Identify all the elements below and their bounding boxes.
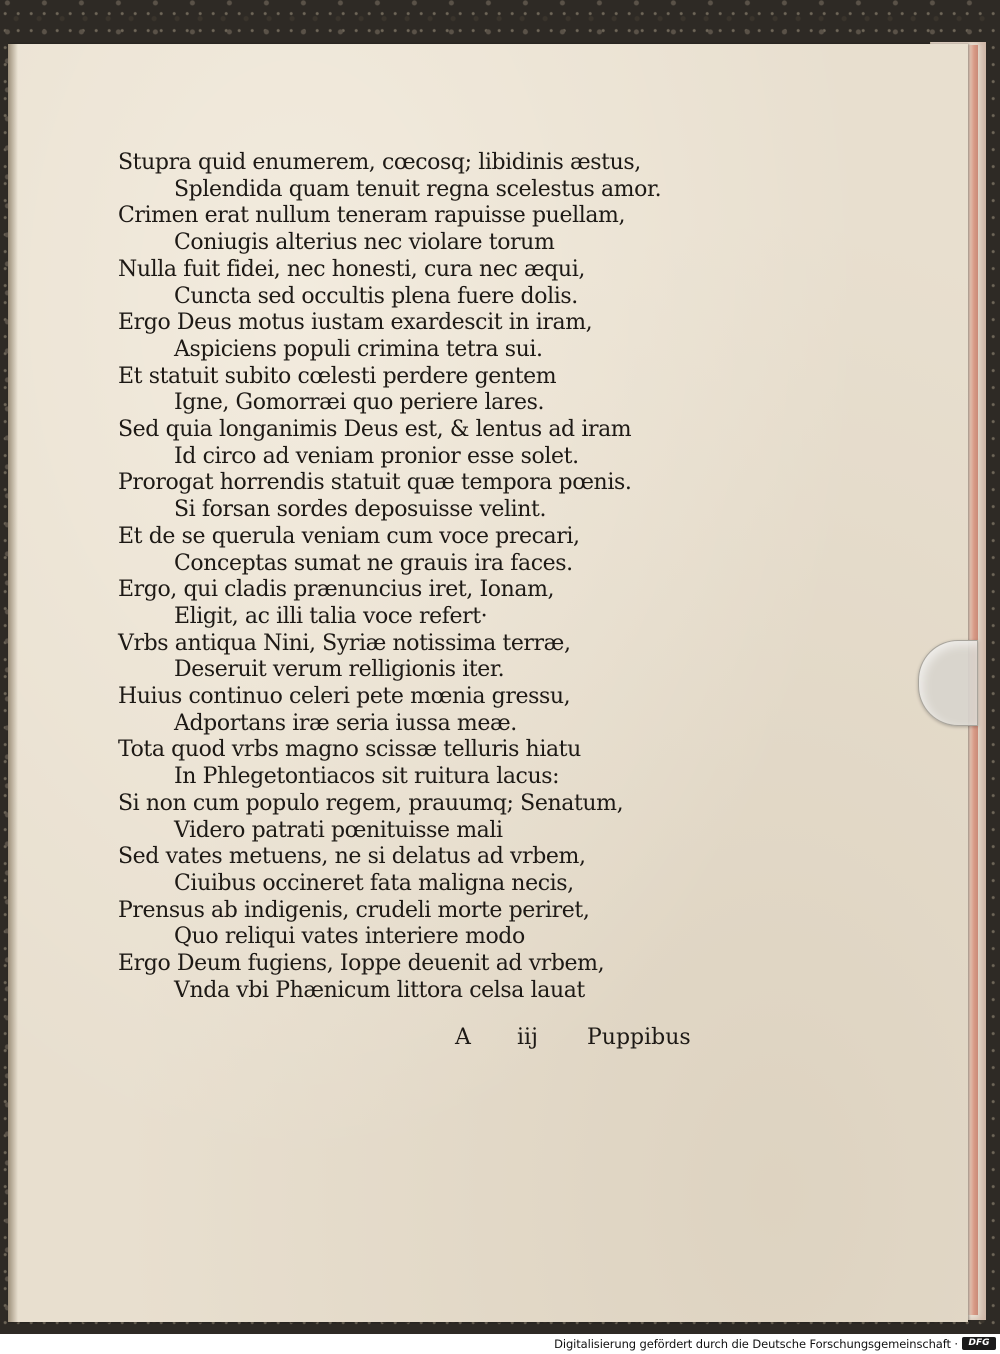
text-line: Prorogat horrendis statuit quæ tempora pœnis. (118, 470, 632, 496)
text-line: Quo reliqui vates interiere modo (174, 924, 525, 950)
text-line: Conceptas sumat ne grauis ira faces. (174, 550, 573, 576)
text-line: Sed quia longanimis Deus est, & lentus ad iram (118, 417, 632, 443)
folio-number: iij (517, 1025, 538, 1050)
text-line: In Phlegetontiacos sit ruitura lacus: (174, 764, 560, 790)
text-line: Tota quod vrbs magno scissæ telluris hiatu (118, 737, 581, 763)
text-line: Crimen erat nullum teneram rapuisse puellam, (118, 203, 626, 229)
funding-credit: Digitalisierung gefördert durch die Deutsche Forschungsgemeinschaft · (554, 1337, 958, 1351)
text-line: Adportans iræ seria iussa meæ. (174, 710, 517, 736)
text-line: Coniugis alterius nec violare torum (174, 230, 555, 256)
text-line: Stupra quid enumerem, cœcosq; libidinis æstus, (118, 150, 641, 175)
text-line: Aspiciens populi crimina tetra sui. (174, 336, 543, 362)
text-line: Et de se querula veniam cum voce precari, (118, 523, 580, 549)
text-line: Ergo Deum fugiens, Ioppe deuenit ad vrbem, (118, 951, 605, 977)
text-line: Si non cum populo regem, prauumq; Senatum, (118, 790, 624, 816)
text-line: Vnda vbi Phænicum littora celsa lauat (174, 977, 585, 1003)
text-line: Ergo, qui cladis prænuncius iret, Ionam, (118, 577, 555, 603)
text-line: Sed vates metuens, ne si delatus ad vrbem, (118, 844, 586, 870)
text-line: Deseruit verum relligionis iter. (174, 657, 505, 683)
text-line: Et statuit subito cœlesti perdere gentem (118, 363, 557, 389)
text-line: Huius continuo celeri pete mœnia gressu, (118, 684, 571, 710)
signature-mark: A (455, 1025, 471, 1050)
text-line: Id circo ad veniam pronior esse solet. (174, 443, 579, 469)
text-line: Cuncta sed occultis plena fuere dolis. (174, 283, 578, 309)
text-line: Ergo Deus motus iustam exardescit in iram, (118, 310, 593, 336)
text-line: Ciuibus occineret fata maligna necis, (174, 870, 574, 896)
text-line: Videro patrati pœnituisse mali (174, 817, 503, 843)
footer-bar (0, 1334, 1000, 1354)
text-line: Splendida quam tenuit regna scelestus amor. (174, 176, 662, 202)
dfg-logo-icon: DFG (962, 1337, 996, 1350)
text-line: Si forsan sordes deposuisse velint. (174, 497, 547, 523)
text-line: Nulla fuit fidei, nec honesti, cura nec æqui, (118, 256, 585, 282)
catchword: Puppibus (587, 1025, 691, 1050)
text-line: Prensus ab indigenis, crudeli morte periret, (118, 897, 590, 923)
text-line: Vrbs antiqua Nini, Syriæ notissima terræ, (118, 630, 571, 656)
text-line: Eligit, ac illi talia voce refert· (174, 603, 488, 629)
page-gutter (8, 44, 18, 1322)
poem-text (118, 150, 818, 1005)
text-line: Igne, Gomorræi quo periere lares. (174, 390, 545, 416)
